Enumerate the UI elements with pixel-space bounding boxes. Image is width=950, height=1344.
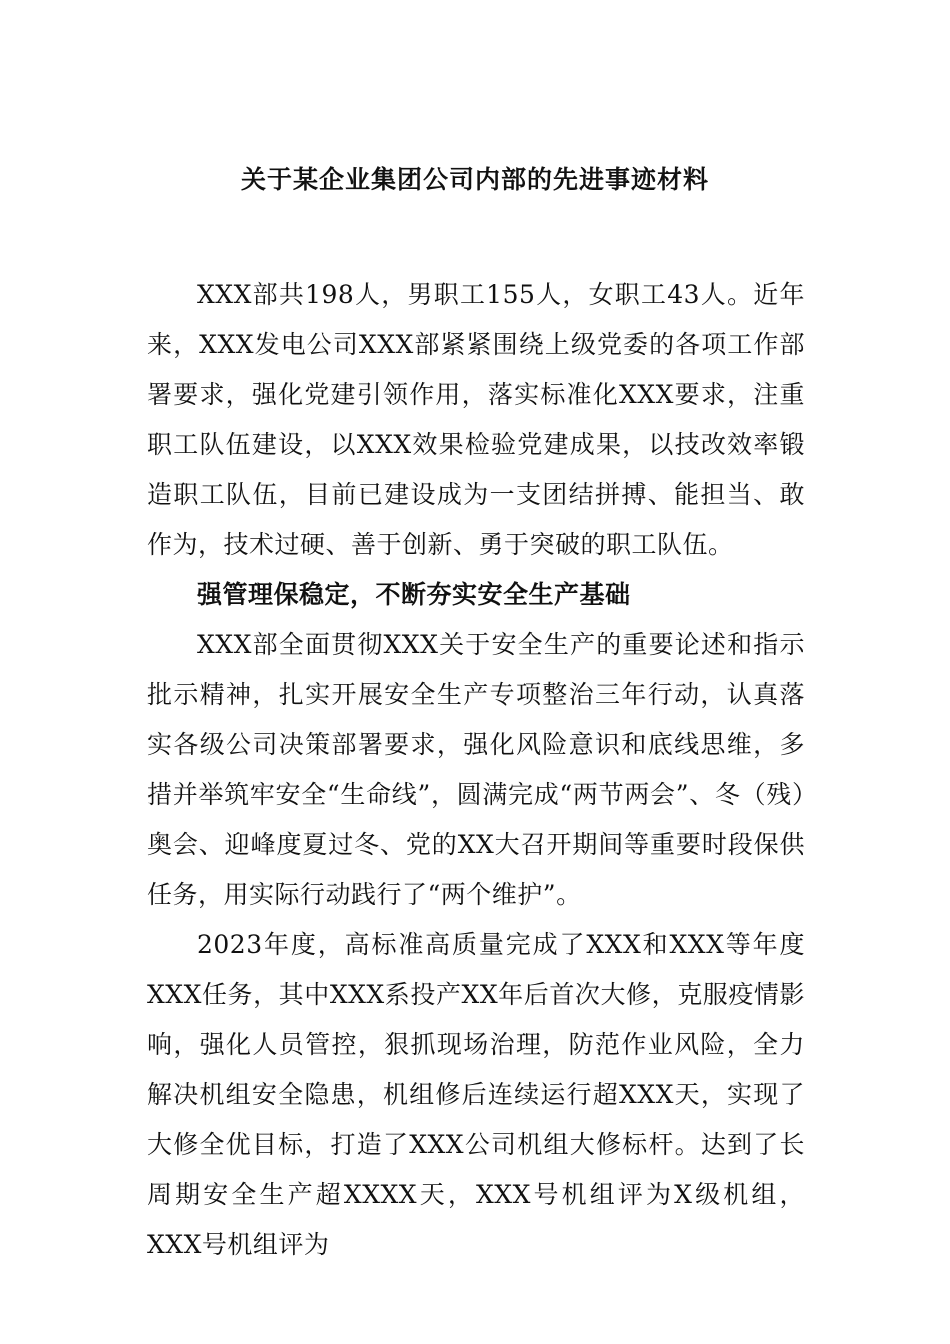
document-body	[147, 270, 805, 1270]
section-heading: 强管理保稳定，不断夯实安全生产基础	[197, 580, 631, 609]
intro-paragraph: XXX部共198人，男职工155人，女职工43人。近年来，XXX发电公司XXX部紧紧围绕上级党委的各项工作部署要求，强化党建引领作用，落实标准化XXX要求，注重职工队伍建设，以XXX效果检验党建成果，以技改效率锻造职工队伍，目前已建设成为一支团结拼搏、能担当、敢作为，技术过硬、善于创新、勇于突破的职工队伍。	[147, 280, 805, 559]
section-paragraph-1: XXX部全面贯彻XXX关于安全生产的重要论述和指示批示精神，扎实开展安全生产专项整治三年行动，认真落实各级公司决策部署要求，强化风险意识和底线思维，多措并举筑牢安全“生命线”，圆满完成“两节两会”、冬（残）奥会、迎峰度夏过冬、党的XX大召开期间等重要时段保供任务，用实际行动践行了“两个维护”。	[147, 630, 805, 909]
section-paragraph-2: 2023年度，高标准高质量完成了XXX和XXX等年度XXX任务，其中XXX系投产XX年后首次大修，克服疫情影响，强化人员管控，狠抓现场治理，防范作业风险，全力解决机组安全隐患，机组修后连续运行超XXX天，实现了大修全优目标，打造了XXX公司机组大修标杆。达到了长周期安全生产超XXXX天，XXX号机组评为X级机组，XXX号机组评为	[147, 930, 805, 1259]
document-title: 关于某企业集团公司内部的先进事迹材料	[240, 165, 709, 194]
